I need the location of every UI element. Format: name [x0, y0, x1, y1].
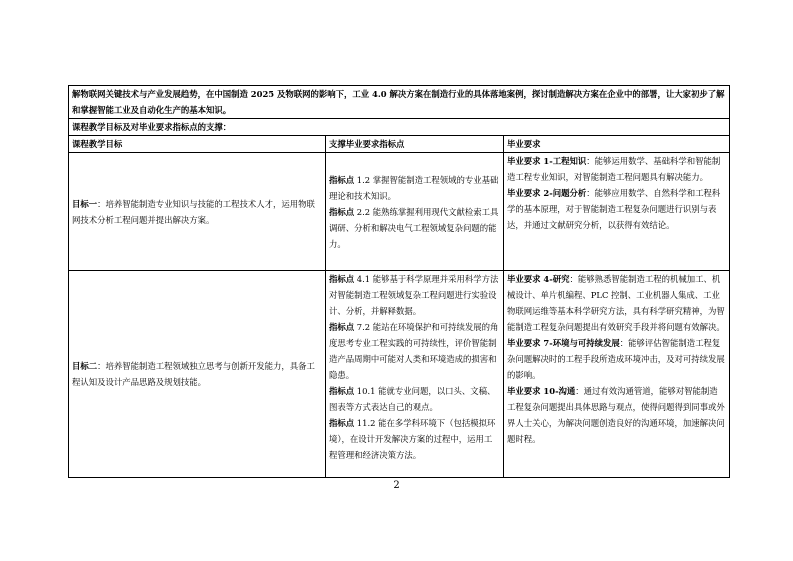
goal-text: ：培养智能制造专业知识与技能的工程技术人才，运用物联网技术分析工程问题并提出解决方案。	[72, 198, 315, 225]
section-title-row	[69, 119, 730, 136]
indicator-label: 指标点	[329, 274, 355, 284]
requirement-item	[507, 335, 726, 383]
goal-row-2	[69, 271, 730, 478]
requirement-label: 毕业要求 2-问题分析	[507, 188, 587, 198]
requirement-item	[507, 185, 726, 233]
requirement-cell-2	[504, 271, 730, 478]
header-requirement: 毕业要求	[504, 136, 730, 153]
requirement-label: 毕业要求 4-研究	[507, 274, 570, 284]
indicator-cell-1	[326, 153, 504, 271]
indicator-item	[329, 271, 500, 319]
requirement-text: ：能够应用数学、自然科学和工程科学的基本原理，对于智能制造工程复杂问题进行识别与表达，并通过文献研究分析，以获得有效结论。	[507, 188, 721, 230]
goal-cell-2	[69, 271, 326, 478]
intro-text: 解物联网关键技术与产业发展趋势，在中国制造 2025 及物联网的影响下，工业 4.0 解决方案在制造行业的具体落地案例，探讨制造解决方案在企业中的部署，让大家初步了解和掌握智能工业及自动化生产的基本知识。	[69, 86, 730, 119]
indicator-text: 2.2 能熟练掌握利用现代文献检索工具调研、分析和解决电气工程领域复杂问题的能力。	[329, 206, 499, 249]
indicator-label: 指标点	[329, 322, 355, 332]
requirement-text: ：能够熟悉智能制造工程的机械加工、机械设计、单片机编程、PLC 控制、工业机器人集成、工业物联网运维等基本科学研究方法，具有科学研究精神，为智能制造工程复杂问题提出有效研究手段并将问题有效解决。	[507, 274, 725, 332]
requirement-item	[507, 271, 726, 335]
indicator-text: 7.2 能站在环境保护和可持续发展的角度思考专业工程实践的可持续性，评价智能制造产品周期中可能对人类和环境造成的损害和隐患。	[329, 322, 499, 380]
requirement-label: 毕业要求 7-环境与可持续发展	[507, 338, 620, 348]
goal-row-1	[69, 153, 730, 271]
indicator-text: 10.1 能就专业问题，以口头、文稿、图表等方式表达自己的观点。	[329, 386, 496, 412]
indicator-text: 11.2 能在多学科环境下（包括模拟环境），在设计开发解决方案的过程中，运用工程管理和经济决策方法。	[329, 418, 496, 460]
indicator-label: 指标点	[329, 206, 355, 217]
indicator-item	[329, 204, 500, 252]
goal-cell-1	[69, 153, 326, 271]
indicator-label: 指标点	[329, 418, 355, 428]
header-row	[69, 136, 730, 153]
indicator-label: 指标点	[329, 386, 355, 396]
requirement-text: ：能够运用数学、基础科学和智能制造工程专业知识，对智能制造工程问题具有解决能力。	[507, 156, 721, 182]
section-title: 课程教学目标及对毕业要求指标点的支撑：	[69, 119, 730, 136]
header-indicator: 支撑毕业要求指标点	[326, 136, 504, 153]
indicator-item	[329, 415, 500, 463]
requirement-text: ：能够评估智能制造工程复杂问题解决时的工程手段所造成环境冲击，及对可持续发展的影响。	[507, 338, 725, 380]
indicator-label: 指标点	[329, 174, 355, 185]
goal-text: ：培养智能制造工程领域独立思考与创新开发能力，具备工程认知及设计产品思路及规划技能。	[72, 361, 315, 387]
indicator-item	[329, 383, 500, 415]
goal-label: 目标一	[72, 198, 98, 209]
requirement-item	[507, 383, 726, 447]
intro-row	[69, 86, 730, 119]
goal-label: 目标二	[72, 361, 98, 371]
requirement-item	[507, 153, 726, 185]
requirement-label: 毕业要求 1-工程知识	[507, 156, 587, 166]
indicator-item	[329, 319, 500, 383]
course-table	[68, 85, 730, 478]
requirement-label: 毕业要求 10-沟通	[507, 386, 576, 396]
indicator-item	[329, 172, 500, 204]
indicator-text: 4.1 能够基于科学原理并采用科学方法对智能制造工程领域复杂工程问题进行实验设计、分析，并解释数据。	[329, 274, 499, 316]
requirement-text: ：通过有效沟通管道，能够对智能制造工程复杂问题提出具体思路与观点，使得问题得到同事或外界人士关心，为解决问题创造良好的沟通环境，加速解决问题时程。	[507, 386, 725, 444]
page-number: 2	[393, 480, 400, 491]
requirement-cell-1	[504, 153, 730, 271]
header-goal: 课程教学目标	[69, 136, 326, 153]
indicator-cell-2	[326, 271, 504, 478]
indicator-text: 1.2 掌握智能制造工程领域的专业基础理论和技术知识。	[329, 174, 499, 201]
